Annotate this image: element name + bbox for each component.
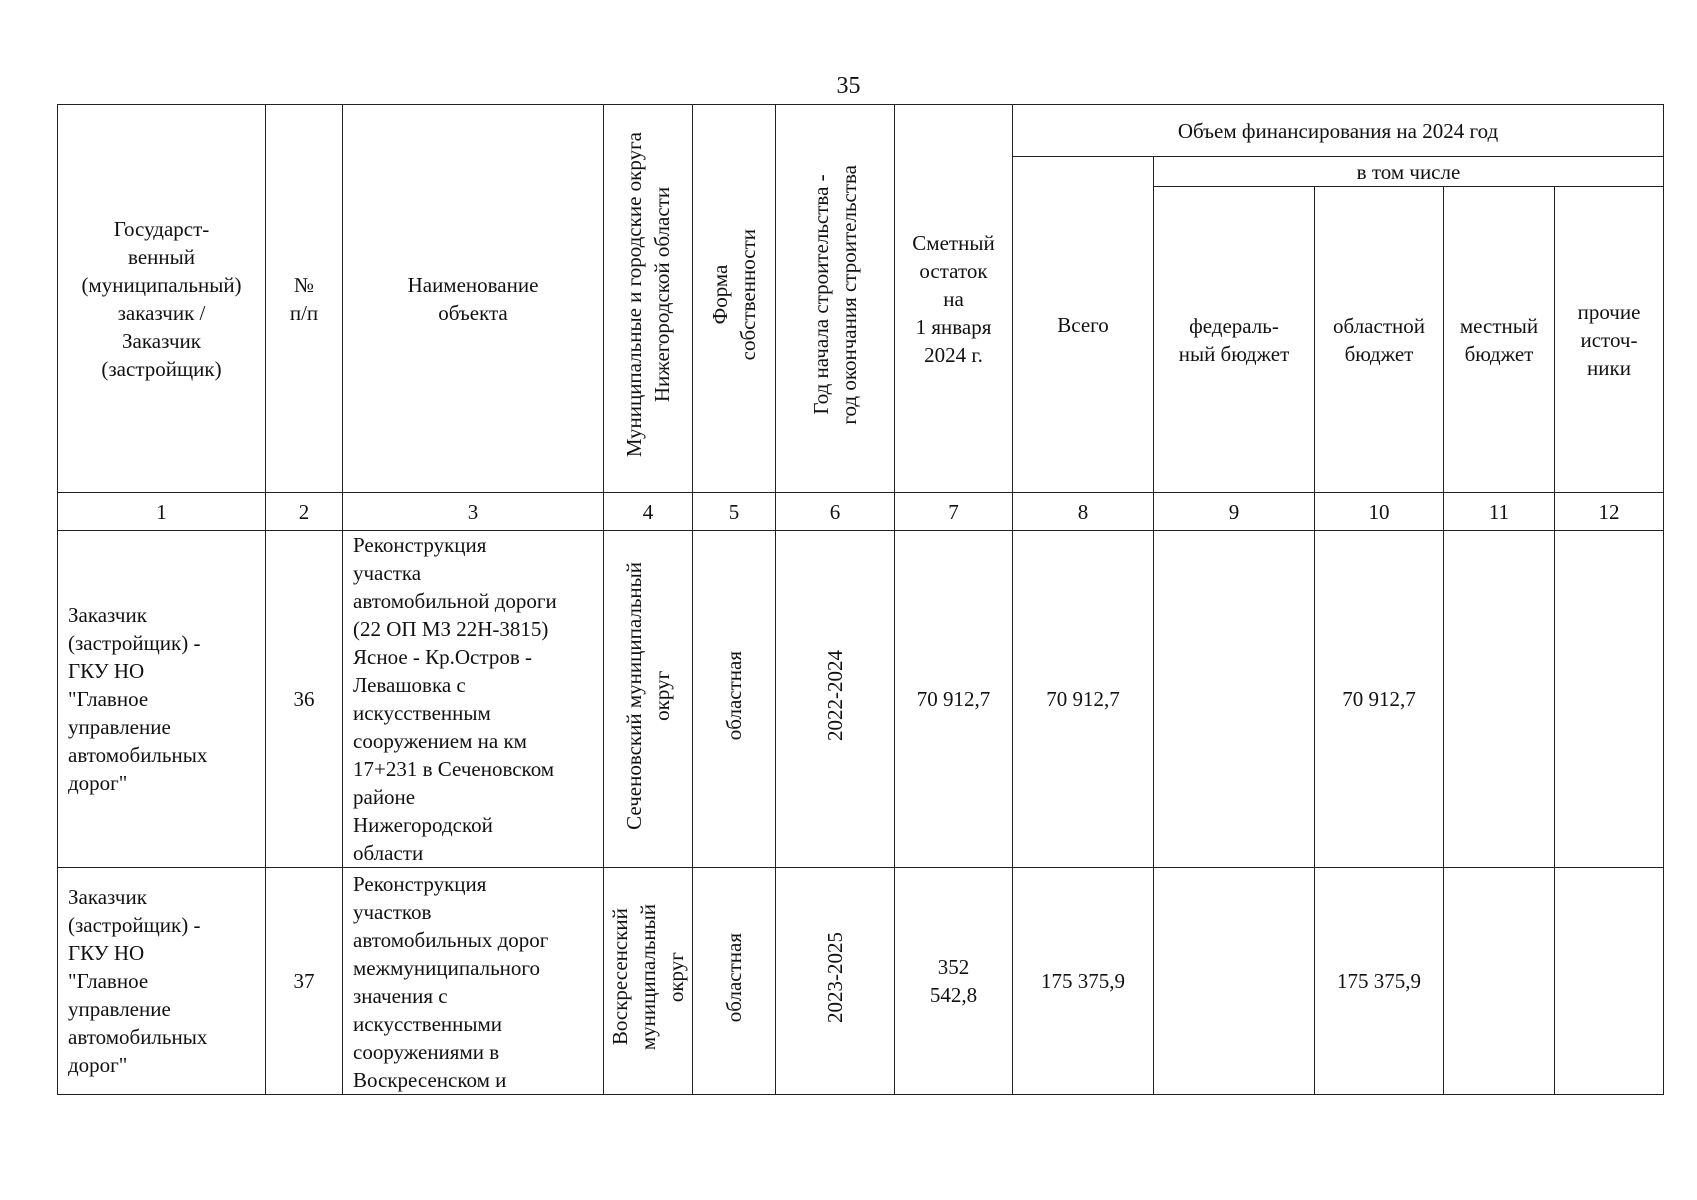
row-regional: 175 375,9 — [1315, 868, 1444, 1095]
column-number: 8 — [1013, 493, 1154, 531]
header-other: прочие источ- ники — [1555, 187, 1664, 493]
header-total: Всего — [1013, 157, 1154, 493]
row-years-cell — [776, 868, 895, 1095]
construction-funding-table — [57, 104, 1664, 1095]
row-local — [1444, 531, 1555, 868]
row-number: 36 — [266, 531, 343, 868]
header-object-name: Наименование объекта — [343, 105, 604, 493]
page-number: 35 — [836, 73, 861, 99]
row-number: 37 — [266, 868, 343, 1095]
header-regional: областной бюджет — [1315, 187, 1444, 493]
table-row — [58, 868, 1664, 1095]
row-regional: 70 912,7 — [1315, 531, 1444, 868]
row-federal — [1154, 531, 1315, 868]
row-object-name: Реконструкция участка автомобильной дороги (22 ОП МЗ 22Н-3815) Ясное - Кр.Остров - Левашовка с искусственным сооружением на км 17+231 в Сеченовском районе Нижегородской области — [343, 531, 604, 868]
header-federal: федераль- ный бюджет — [1154, 187, 1315, 493]
header-estimate: Сметный остаток на 1 января 2024 г. — [895, 105, 1013, 493]
column-number: 12 — [1555, 493, 1664, 531]
header-ownership-cell — [693, 105, 776, 493]
header-years-cell — [776, 105, 895, 493]
row-federal — [1154, 868, 1315, 1095]
row-total: 175 375,9 — [1013, 868, 1154, 1095]
header-funding-group: Объем финансирования на 2024 год — [1013, 105, 1664, 157]
row-customer: Заказчик (застройщик) - ГКУ НО "Главное управление автомобильных дорог" — [58, 868, 266, 1095]
row-other — [1555, 868, 1664, 1095]
row-customer: Заказчик (застройщик) - ГКУ НО "Главное управление автомобильных дорог" — [58, 531, 266, 868]
column-number: 7 — [895, 493, 1013, 531]
row-years: 2023-2025 — [823, 932, 847, 1023]
row-years-cell — [776, 531, 895, 868]
column-number: 3 — [343, 493, 604, 531]
header-including: в том числе — [1154, 157, 1664, 187]
header-customer: Государст- венный (муниципальный) заказчик / Заказчик (застройщик) — [58, 105, 266, 493]
row-municipality-cell — [604, 531, 693, 868]
header-number: № п/п — [266, 105, 343, 493]
row-municipality: Воскресенский муниципальный округ — [608, 904, 688, 1051]
row-years: 2022-2024 — [823, 650, 847, 741]
column-number-row — [58, 493, 1664, 531]
row-ownership-cell — [693, 531, 776, 868]
column-number: 5 — [693, 493, 776, 531]
row-object-name: Реконструкция участков автомобильных дорог межмуниципального значения с искусственными сооружениями в Воскресенском и — [343, 868, 604, 1095]
column-number: 4 — [604, 493, 693, 531]
row-estimate: 70 912,7 — [895, 531, 1013, 868]
header-years: Год начала строительства - год окончания строительства — [809, 165, 861, 425]
row-ownership: областная — [722, 650, 746, 741]
row-other — [1555, 531, 1664, 868]
column-number: 2 — [266, 493, 343, 531]
column-number: 9 — [1154, 493, 1315, 531]
header-municipality-cell — [604, 105, 693, 493]
row-total: 70 912,7 — [1013, 531, 1154, 868]
table-row — [58, 531, 1664, 868]
column-number: 6 — [776, 493, 895, 531]
column-number: 1 — [58, 493, 266, 531]
row-ownership: областная — [722, 932, 746, 1023]
row-municipality: Сеченовский муниципальный округ — [622, 561, 674, 830]
header-municipality: Муниципальные и городские округа Нижегородской области — [622, 132, 674, 458]
header-local: местный бюджет — [1444, 187, 1555, 493]
row-estimate: 352 542,8 — [895, 868, 1013, 1095]
column-number: 10 — [1315, 493, 1444, 531]
row-local — [1444, 868, 1555, 1095]
row-municipality-cell — [604, 868, 693, 1095]
row-ownership-cell — [693, 868, 776, 1095]
header-ownership: Форма собственности — [708, 229, 760, 361]
column-number: 11 — [1444, 493, 1555, 531]
